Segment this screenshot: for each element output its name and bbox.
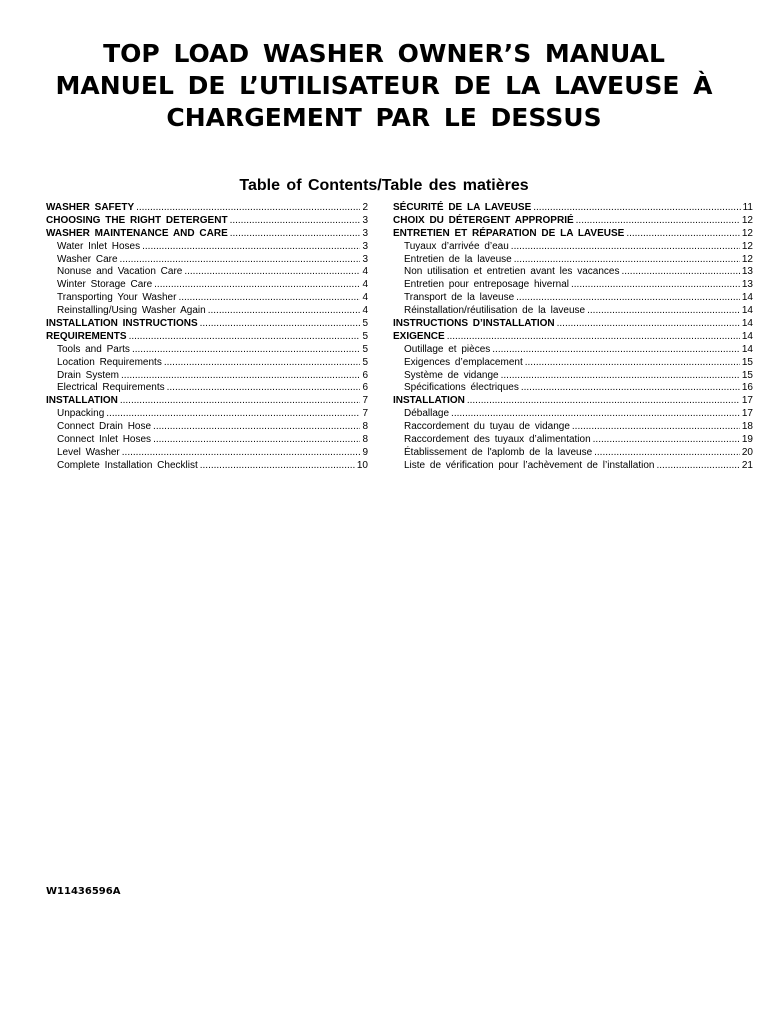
toc-entry[interactable]: Reinstalling/Using Washer Again ..... 4 bbox=[46, 305, 368, 318]
toc-entry[interactable]: Entretien de la laveuse ..... 12 bbox=[393, 254, 753, 267]
toc-entry[interactable]: INSTALLATION ..... 17 bbox=[393, 395, 753, 408]
toc-entry[interactable]: Spécifications électriques ..... 16 bbox=[393, 382, 753, 395]
toc-entry[interactable]: Electrical Requirements ..... 6 bbox=[46, 382, 368, 395]
toc-entry[interactable]: Winter Storage Care ..... 4 bbox=[46, 279, 368, 292]
title-line-1: TOP LOAD WASHER OWNER’S MANUAL bbox=[103, 39, 665, 68]
toc-entry[interactable]: Raccordement du tuyau de vidange ..... 18 bbox=[393, 421, 753, 434]
toc-entry[interactable]: CHOIX DU DÉTERGENT APPROPRIÉ ..... 12 bbox=[393, 215, 753, 228]
toc-english-column bbox=[46, 202, 368, 473]
toc-entry[interactable]: Connect Inlet Hoses ..... 8 bbox=[46, 434, 368, 447]
toc-entry[interactable]: Réinstallation/réutilisation de la laveuse ..... 14 bbox=[393, 305, 753, 318]
toc-entry[interactable]: CHOOSING THE RIGHT DETERGENT ..... 3 bbox=[46, 215, 368, 228]
toc-entry[interactable]: Transport de la laveuse ..... 14 bbox=[393, 292, 753, 305]
toc-entry[interactable]: Établissement de l'aplomb de la laveuse ..... 20 bbox=[393, 447, 753, 460]
toc-heading: Table of Contents/Table des matières bbox=[239, 177, 529, 194]
toc-entry[interactable]: SÉCURITÉ DE LA LAVEUSE ..... 11 bbox=[393, 202, 753, 215]
title-line-2: MANUEL DE L’UTILISATEUR DE LA LAVEUSE À bbox=[55, 71, 713, 100]
toc-entry[interactable]: WASHER MAINTENANCE AND CARE ..... 3 bbox=[46, 228, 368, 241]
toc-entry[interactable]: Level Washer ..... 9 bbox=[46, 447, 368, 460]
toc-entry[interactable]: Nonuse and Vacation Care ..... 4 bbox=[46, 266, 368, 279]
toc-entry[interactable]: Complete Installation Checklist ..... 10 bbox=[46, 460, 368, 473]
toc-entry[interactable]: Location Requirements ..... 5 bbox=[46, 357, 368, 370]
toc-entry[interactable]: ENTRETIEN ET RÉPARATION DE LA LAVEUSE ..... 12 bbox=[393, 228, 753, 241]
toc-french-column bbox=[393, 202, 753, 473]
toc-entry[interactable]: INSTALLATION ..... 7 bbox=[46, 395, 368, 408]
toc-entry[interactable]: Water Inlet Hoses ..... 3 bbox=[46, 241, 368, 254]
toc-entry[interactable]: INSTRUCTIONS D’INSTALLATION ..... 14 bbox=[393, 318, 753, 331]
toc-entry[interactable]: INSTALLATION INSTRUCTIONS ..... 5 bbox=[46, 318, 368, 331]
toc-entry[interactable]: Exigences d’emplacement ..... 15 bbox=[393, 357, 753, 370]
toc-entry[interactable]: Déballage ..... 17 bbox=[393, 408, 753, 421]
toc-entry[interactable]: Unpacking ..... 7 bbox=[46, 408, 368, 421]
toc-entry[interactable]: EXIGENCE ..... 14 bbox=[393, 331, 753, 344]
toc-entry[interactable]: Entretien pour entreposage hivernal ..... 13 bbox=[393, 279, 753, 292]
toc-entry[interactable]: Washer Care ..... 3 bbox=[46, 254, 368, 267]
toc-entry[interactable]: Système de vidange ..... 15 bbox=[393, 370, 753, 383]
toc-entry[interactable]: Drain System ..... 6 bbox=[46, 370, 368, 383]
toc-entry[interactable]: Connect Drain Hose ..... 8 bbox=[46, 421, 368, 434]
toc-entry[interactable]: Liste de vérification pour l’achèvement de l’installation ..... 21 bbox=[393, 460, 753, 473]
toc-entry[interactable]: Outillage et pièces ..... 14 bbox=[393, 344, 753, 357]
title-line-3: CHARGEMENT PAR LE DESSUS bbox=[166, 103, 602, 132]
document-number: W11436596A bbox=[46, 886, 121, 897]
toc-entry[interactable]: Raccordement des tuyaux d’alimentation ..... 19 bbox=[393, 434, 753, 447]
toc-entry[interactable]: Non utilisation et entretien avant les vacances ..... 13 bbox=[393, 266, 753, 279]
toc-entry[interactable]: Tuyaux d’arrivée d’eau ..... 12 bbox=[393, 241, 753, 254]
toc-entry[interactable]: REQUIREMENTS ..... 5 bbox=[46, 331, 368, 344]
toc-entry[interactable]: Transporting Your Washer ..... 4 bbox=[46, 292, 368, 305]
toc-entry[interactable]: WASHER SAFETY ..... 2 bbox=[46, 202, 368, 215]
toc-entry[interactable]: Tools and Parts ..... 5 bbox=[46, 344, 368, 357]
manual-title bbox=[0, 38, 768, 134]
